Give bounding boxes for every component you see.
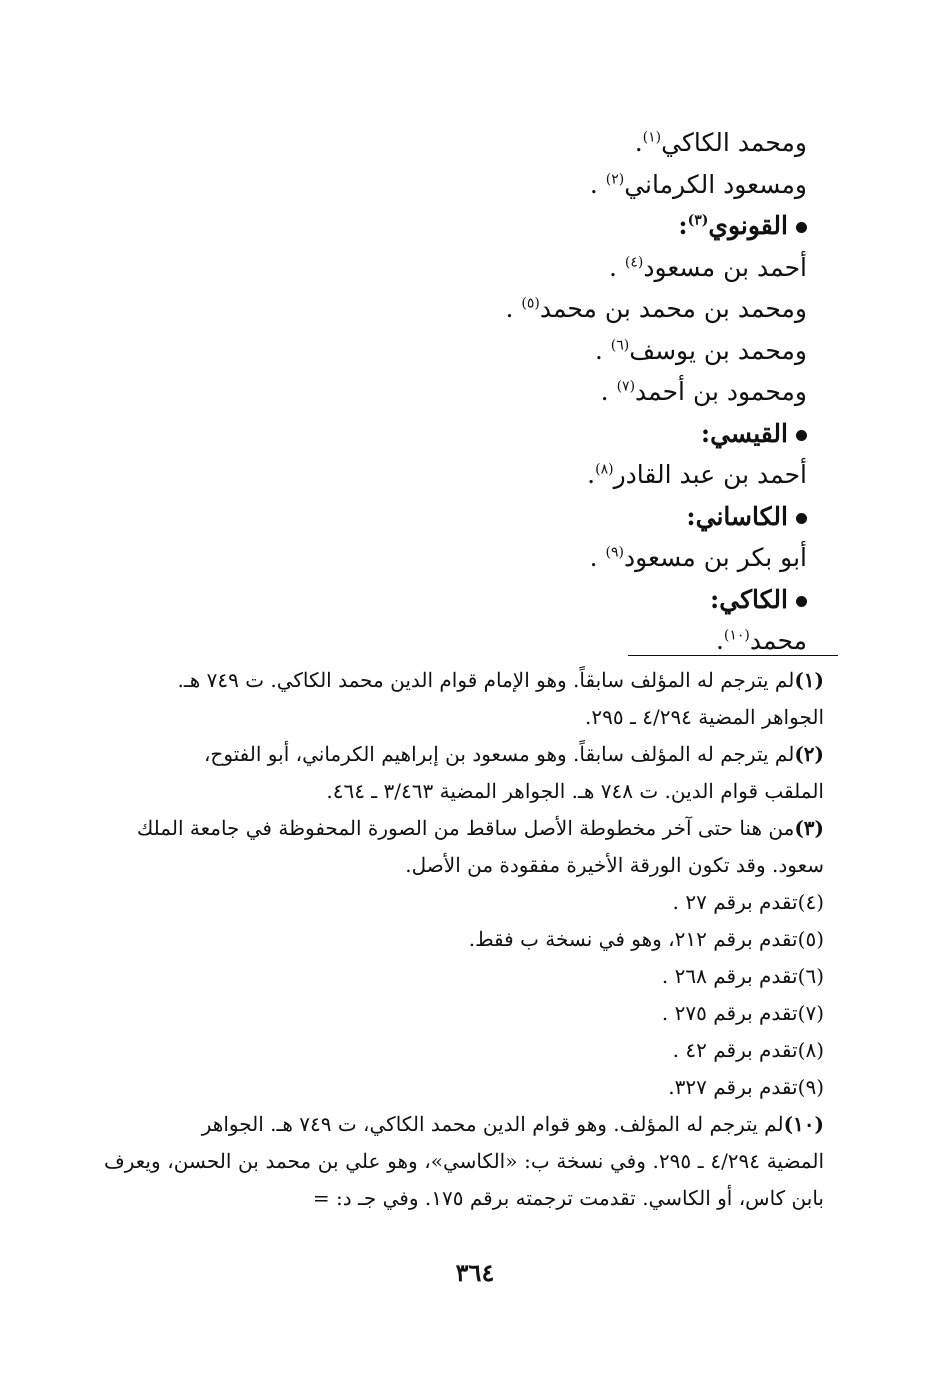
footnote-continuation: سعود. وقد تكون الورقة الأخيرة مفقودة من الأصل. [405,853,824,877]
footnote-text: تقدم برقم ٢٧٥ . [661,1001,798,1025]
entry-punct: . [608,252,625,282]
footnote [104,995,824,1032]
name-entry [107,122,807,164]
footnote [104,810,824,847]
entry-list [107,122,807,662]
section-heading [107,496,807,538]
entry-punct: . [505,294,522,323]
footnote-number: (١) [794,668,824,692]
footnote-text: تقدم برقم ٢١٢، وهو في نسخة ب فقط. [468,927,798,951]
entry-punct: . [587,460,596,489]
footnote-ref: (١) [642,129,662,146]
entry-text: محمد [749,626,807,655]
footnote-text: تقدم برقم ٢٧ . [672,890,798,914]
footnote-continuation: الجواهر المضية ٤/٢٩٤ ـ ٢٩٥. [585,705,824,729]
footnote-text: تقدم برقم ٢٦٨ . [661,964,798,988]
section-heading [107,579,807,621]
entry-text: أحمد بن مسعود [643,252,807,282]
entry-punct: : [686,501,696,531]
entry-punct: . [589,543,606,572]
entry-text: الكاساني [695,501,788,531]
footnote-number: (٨) [797,1038,824,1062]
name-entry [107,537,807,579]
name-entry [107,371,807,413]
footnote-number: (٦) [797,964,824,988]
footnote-text: من هنا حتى آخر مخطوطة الأصل ساقط من الصورة المحفوظة في جامعة الملك [136,816,795,840]
name-entry [107,247,807,289]
entry-text: ومحمد بن يوسف [629,335,807,365]
footnote-text: لم يترجم له المؤلف سابقاً. وهو الإمام قوام الدين محمد الكاكي. ت ٧٤٩ هـ. [177,668,795,692]
footnote-text: تقدم برقم ٣٢٧. [668,1075,798,1099]
footnote [104,736,824,773]
footnote-text: لم يترجم له المؤلف. وهو قوام الدين محمد الكاكي، ت ٧٤٩ هـ. الجواهر [201,1112,784,1136]
footnote [104,884,824,921]
footnote-number: (٥) [797,927,824,951]
footnote-ref: (٤) [624,254,644,271]
bullet-icon [796,222,807,233]
name-entry [107,330,807,372]
entry-text: الكاكي [719,584,788,614]
name-entry [107,454,807,496]
footnote-ref: (٧) [616,378,636,395]
bullet-icon [796,596,807,607]
bullet-icon [796,513,807,524]
footnote-continuation: المضية ٤/٢٩٤ ـ ٢٩٥. وفي نسخة ب: «الكاسي»، وهو علي بن محمد بن الحسن، ويعرف بابن كاس، أو الكاسي. تقدمت ترجمته برقم ١٧٥. وفي جـ د: = [104,1149,825,1210]
footnote-ref: (٥) [521,295,540,312]
footnote-ref: (٩) [605,544,624,561]
name-entry [107,288,807,330]
entry-text: القونوي [708,211,788,240]
footnote-number: (٢) [794,742,824,766]
footnote-number: (٩) [797,1075,824,1099]
bullet-icon [796,430,807,441]
entry-punct: : [678,211,688,240]
name-entry [107,164,807,206]
section-heading [107,413,807,455]
entry-text: ومحمود بن أحمد [635,377,807,406]
entry-text: القيسي [710,418,788,448]
entry-text: ومحمد الكاكي [661,128,807,157]
footnote-list [104,662,824,1217]
entry-punct: : [710,584,720,614]
footnote-separator [628,655,838,656]
section-heading [107,205,807,247]
entry-punct: . [594,335,611,365]
entry-punct: : [700,418,711,448]
footnote-text: تقدم برقم ٤٢ . [672,1038,798,1062]
footnote-text: لم يترجم له المؤلف سابقاً. وهو مسعود بن إبراهيم الكرماني، أبو الفتوح، [203,742,795,766]
entry-punct: . [589,169,606,199]
entry-text: ومحمد بن محمد بن محمد [539,294,807,323]
page-number: ٣٦٤ [455,1258,495,1287]
footnote-ref: (٢) [605,171,625,188]
footnote-ref: (٣) [687,212,709,229]
entry-punct: . [715,626,724,655]
footnote-continuation: الملقب قوام الدين. ت ٧٤٨ هـ. الجواهر المضية ٣/٤٦٣ ـ ٤٦٤. [326,779,824,803]
footnote [104,1106,824,1143]
footnote [104,958,824,995]
footnote-number: (٤) [797,890,824,914]
footnote [104,921,824,958]
entry-punct: . [634,128,643,157]
footnote [104,1032,824,1069]
entry-text: ومسعود الكرماني [624,169,807,199]
footnote-ref: (٨) [595,461,614,478]
footnote [104,662,824,699]
footnote-ref: (١٠) [723,627,750,644]
footnote-number: (١٠) [783,1112,824,1136]
entry-text: أحمد بن عبد القادر [613,460,807,489]
footnote-number: (٣) [794,816,824,840]
footnote-number: (٧) [797,1001,824,1025]
footnote [104,1069,824,1106]
entry-punct: . [600,377,617,406]
entry-text: أبو بكر بن مسعود [623,543,807,572]
footnote-ref: (٦) [610,337,630,354]
